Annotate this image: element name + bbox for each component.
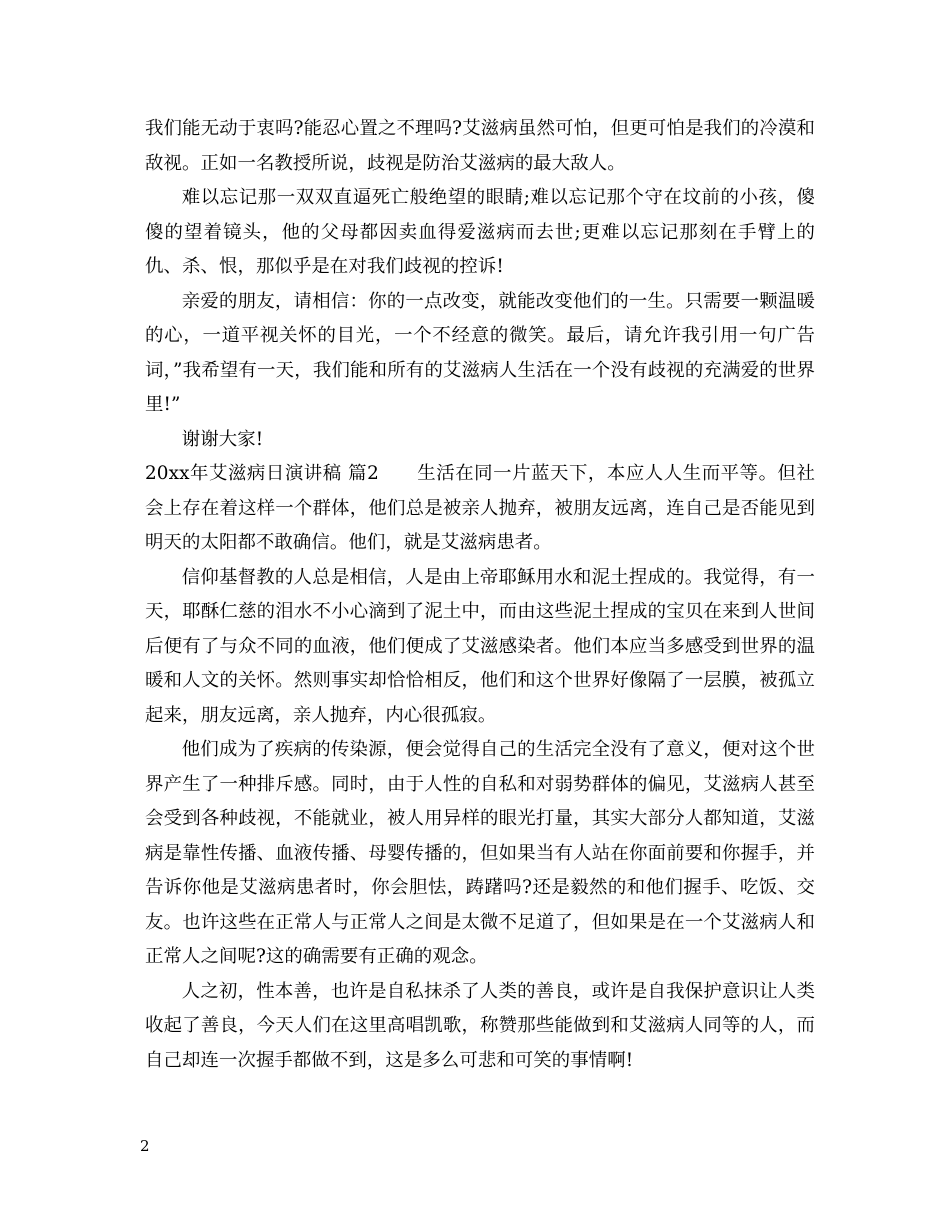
- paragraph: 人之初，性本善，也许是自私抹杀了人类的善良，或许是自我保护意识让人类收起了善良，今天人们在这里高唱凯歌，称赞那些能做到和艾滋病人同等的人，而自己却连一次握手都做不到，这是多么可悲和可笑的事情啊!: [145, 980, 815, 1071]
- body-text: [145, 112, 815, 1078]
- paragraph: 信仰基督教的人总是相信，人是由上帝耶稣用水和泥土捏成的。我觉得，有一天，耶酥仁慈的泪水不小心滴到了泥土中，而由这些泥土捏成的宝贝在来到人世间后便有了与众不同的血液，他们便成了艾滋感染者。他们本应当多感受到世界的温暖和人文的关怀。然则事实却恰恰相反，他们和这个世界好像隔了一层膜，被孤立起来，朋友远离，亲人抛弃，内心很孤寂。: [145, 566, 815, 726]
- page-number: 2: [140, 1137, 150, 1155]
- paragraph: 难以忘记那一双双直逼死亡般绝望的眼睛;难以忘记那个守在坟前的小孩，傻傻的望着镜头，他的父母都因卖血得爱滋病而去世;更难以忘记那刻在手臂上的仇、杀、恨，那似乎是在对我们歧视的控诉!: [145, 187, 815, 277]
- paragraph: 他们成为了疾病的传染源，便会觉得自己的生活完全没有了意义，便对这个世界产生了一种排斥感。同时，由于人性的自私和对弱势群体的偏见，艾滋病人甚至会受到各种歧视，不能就业，被人用异样的眼光打量，其实大部分人都知道，艾滋病是靠性传播、血液传播、母婴传播的，但如果当有人站在你面前要和你握手，并告诉你他是艾滋病患者时，你会胆怯，踌躇吗?还是毅然的和他们握手、吃饭、交友。也许这些在正常人与正常人之间是太微不足道了，但如果是在一个艾滋病人和正常人之间呢?这的确需要有正确的观念。: [145, 739, 815, 967]
- section-heading-paragraph: 20xx年艾滋病日演讲稿 篇2 生活在同一片蓝天下，本应人人生而平等。但社会上存在着这样一个群体，他们总是被亲人抛弃，被朋友远离，连自己是否能见到明天的太阳都不敢确信。他们，就是艾滋病患者。: [145, 463, 815, 553]
- paragraph: 亲爱的朋友，请相信：你的一点改变，就能改变他们的一生。只需要一颗温暖的心，一道平视关怀的目光，一个不经意的微笑。最后，请允许我引用一句广告词，”我希望有一天，我们能和所有的艾滋病人生活在一个没有歧视的充满爱的世界里!”: [145, 290, 815, 415]
- paragraph: 谢谢大家!: [181, 428, 264, 450]
- paragraph: 我们能无动于衷吗?能忍心置之不理吗?艾滋病虽然可怕，但更可怕是我们的冷漠和敌视。正如一名教授所说，歧视是防治艾滋病的最大敌人。: [145, 118, 815, 174]
